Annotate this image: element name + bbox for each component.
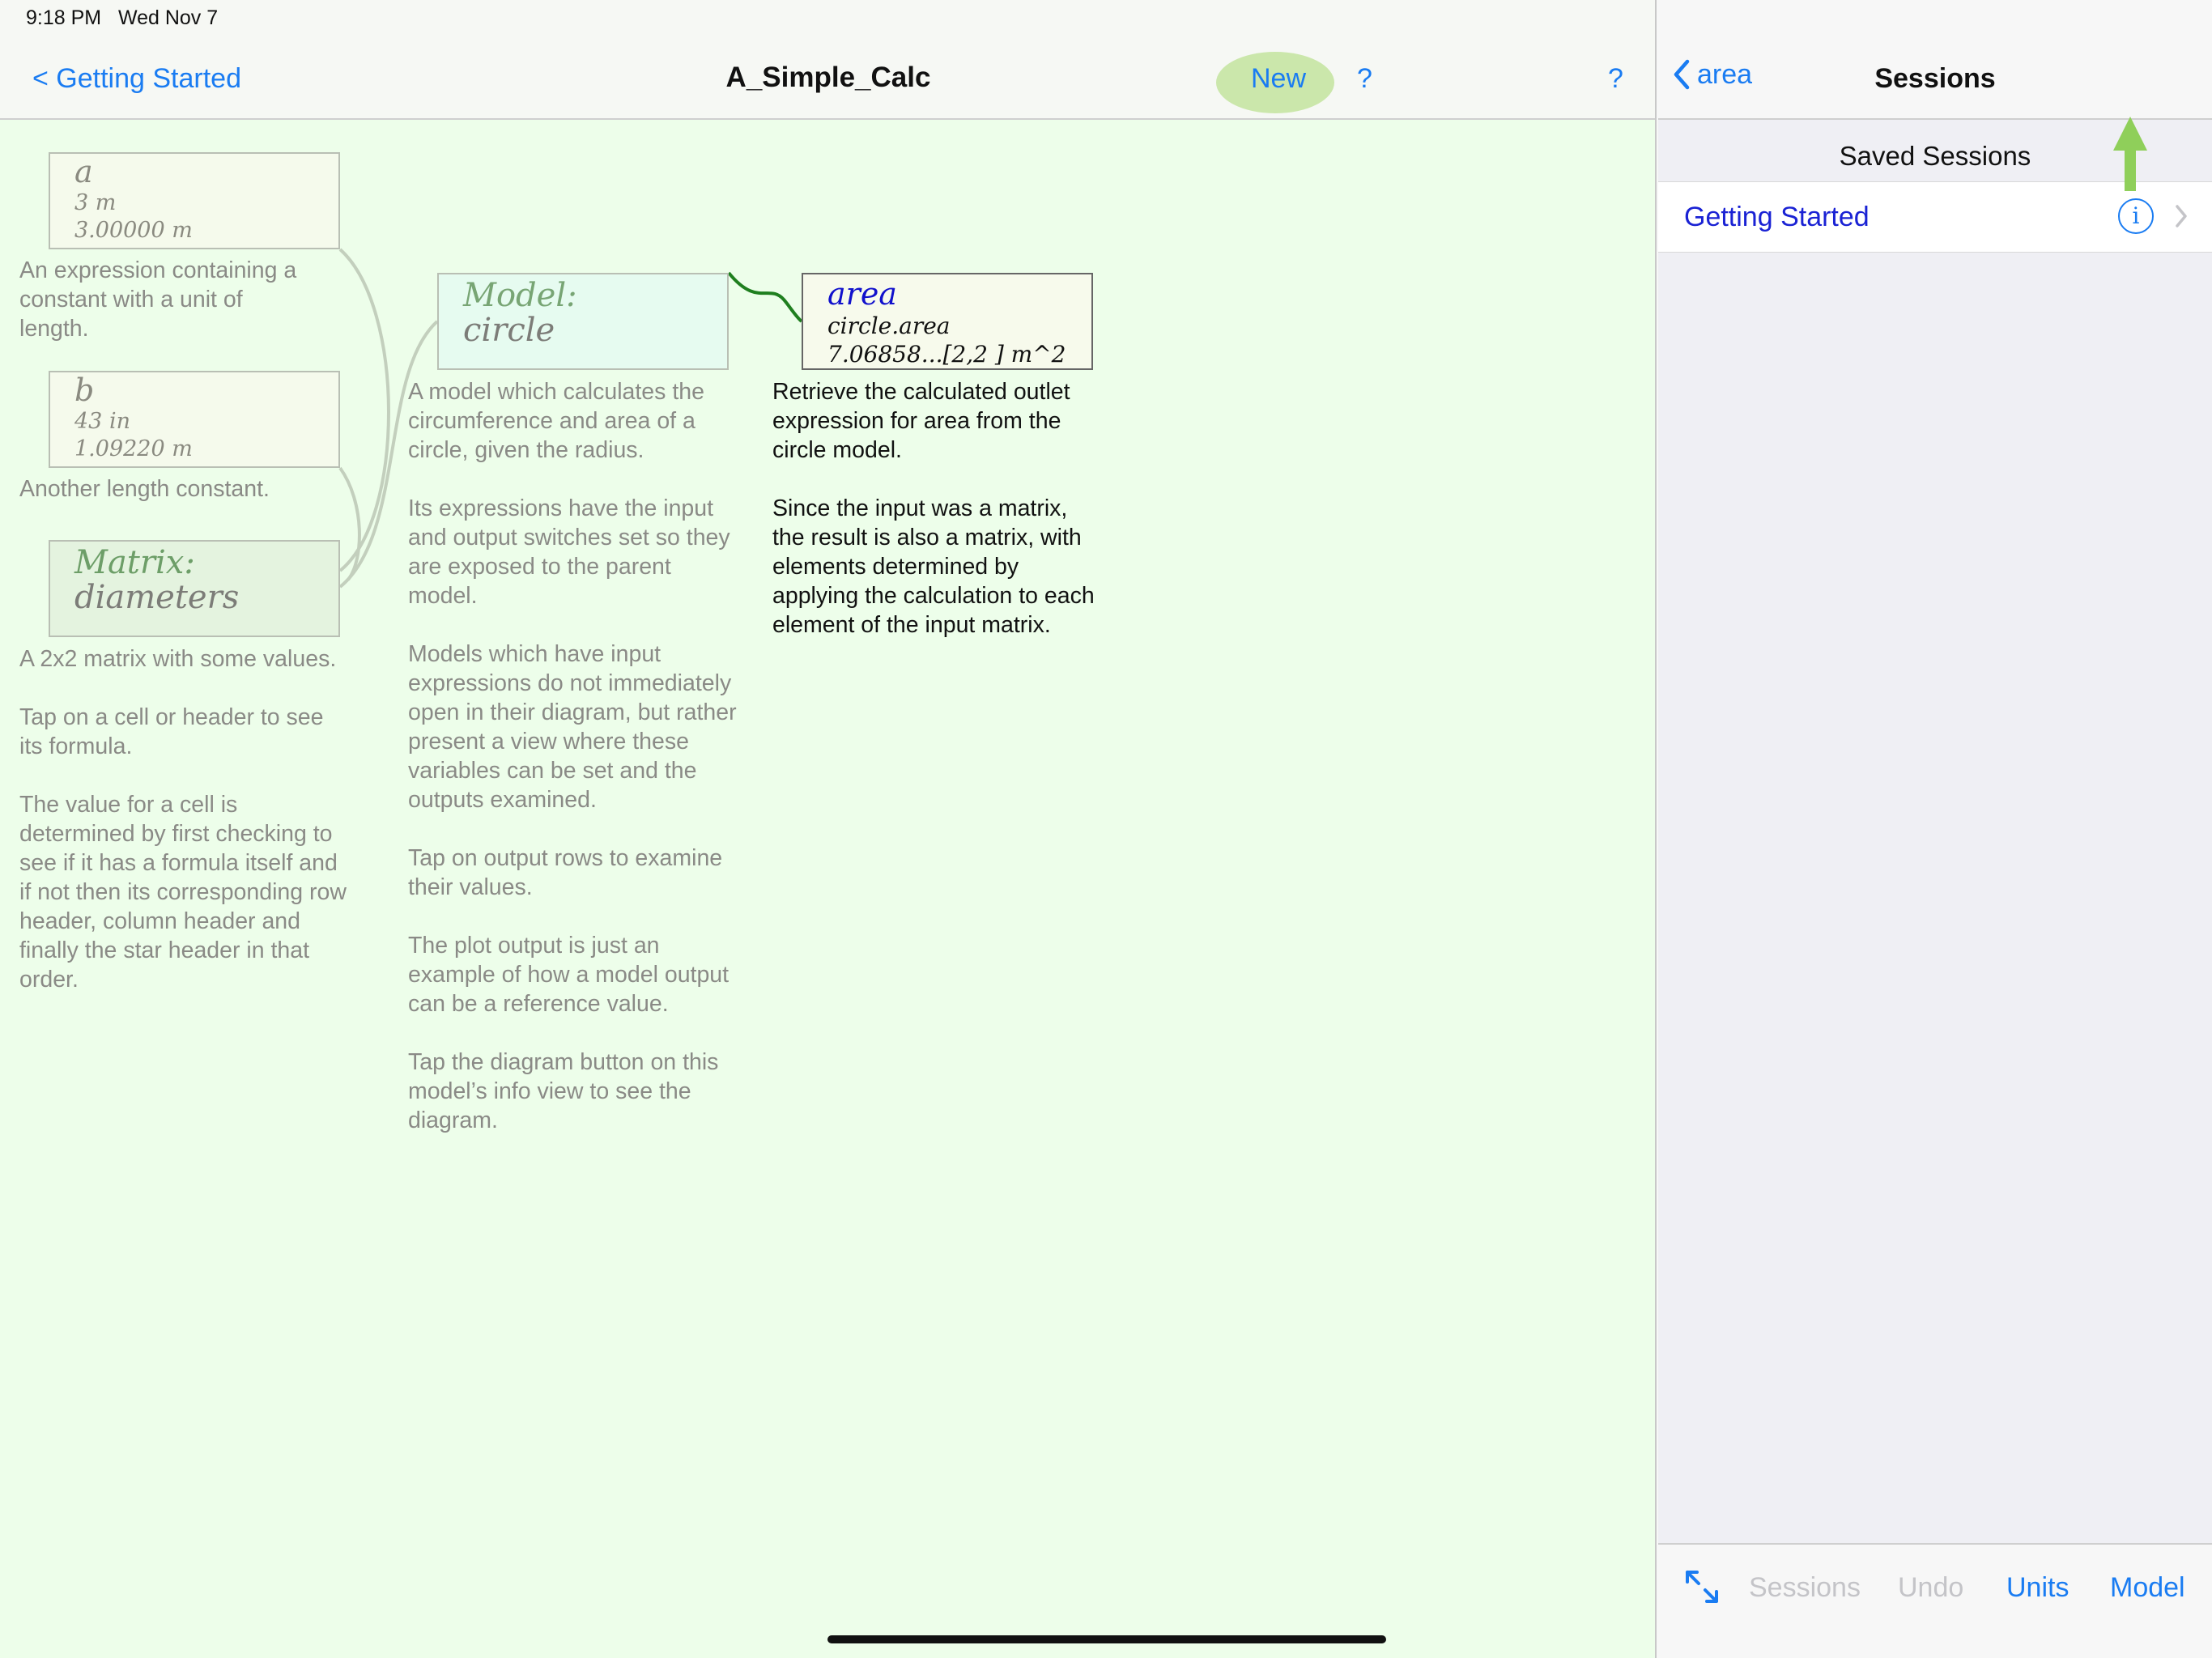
- bottom-toolbar: [1658, 1543, 2212, 1658]
- saved-sessions-header: Saved Sessions: [1839, 141, 2031, 171]
- node-b-formula: 43 in: [74, 408, 130, 434]
- node-a-description: An expression containing a constant with a unit of length.: [19, 257, 297, 342]
- status-bar-time: [26, 6, 218, 30]
- model-node-description: A model which calculates the circumference and area of a circle, given the radius. Its expressions have the input and output switches set so they are exposed to the parent model. Models which have input expressions do not immediately open in their diagram, but rather present a view where these variables can be set and the outputs examined. Tap on output rows to examine their values. The plot output is just an example of how a model output can be a reference value. Tap the diagram button on this model’s info view to see the diagram.: [408, 379, 737, 1133]
- node-a-value: 3.00000 m: [74, 217, 193, 243]
- toolbar-model-button[interactable]: Model: [2110, 1572, 2185, 1603]
- node-a-name: a: [74, 154, 93, 189]
- model-node-circle[interactable]: [437, 273, 729, 370]
- sessions-nav-bar: [1658, 0, 2212, 120]
- node-a-formula: 3 m: [74, 189, 117, 215]
- toolbar-undo-button[interactable]: Undo: [1898, 1572, 1964, 1603]
- node-b-description: Another length constant.: [19, 476, 270, 502]
- toolbar-units-button[interactable]: Units: [2006, 1572, 2069, 1603]
- expression-node-b[interactable]: [49, 371, 340, 468]
- model-node-kind: Model:: [463, 277, 577, 314]
- expand-icon[interactable]: [1682, 1567, 1721, 1606]
- matrix-node-name: diameters: [74, 579, 240, 616]
- expression-node-a[interactable]: [49, 152, 340, 249]
- back-to-getting-started-link[interactable]: < Getting Started: [32, 63, 241, 94]
- node-b-value: 1.09220 m: [74, 436, 193, 461]
- status-time: 9:18 PM: [26, 6, 102, 29]
- status-date: Wed Nov 7: [117, 6, 219, 29]
- node-area-name: area: [827, 276, 897, 312]
- node-area-value: 7.06858...[2,2 ] m^2: [827, 340, 1066, 368]
- sessions-title: Sessions: [1874, 63, 1996, 94]
- new-session-button[interactable]: New: [1251, 63, 1307, 94]
- tutorial-arrow-icon: [2112, 115, 2149, 193]
- model-node-name: circle: [463, 312, 555, 349]
- wire-model-to-area: [729, 273, 802, 321]
- wire-a-to-matrix: [340, 249, 389, 571]
- matrix-node-kind: Matrix:: [74, 544, 195, 581]
- back-button-label: area: [1697, 58, 1753, 90]
- home-indicator: [827, 1635, 1386, 1643]
- sessions-help-button[interactable]: ?: [1357, 63, 1372, 94]
- node-b-name: b: [74, 372, 95, 408]
- node-area-formula: circle.area: [827, 312, 951, 339]
- session-label: Getting Started: [1684, 202, 1870, 232]
- node-area-description: Retrieve the calculated outlet expression for area from the circle model. Since the input was a matrix, the result is also a matrix, with elements determined by applying the calculation to each element of the input matrix.: [772, 379, 1095, 638]
- document-title: A_Simple_Calc: [725, 62, 931, 93]
- matrix-node-diameters[interactable]: [49, 540, 340, 637]
- diagram-help-button[interactable]: ?: [1608, 63, 1623, 94]
- matrix-node-description: A 2x2 matrix with some values. Tap on a cell or header to see its formula. The value for a cell is determined by first checking to see if it has a formula itself and if not then its corresponding row header, column header and finally the star header in that order.: [19, 646, 347, 993]
- chevron-right-icon: [2173, 202, 2189, 231]
- sessions-pane: [1658, 0, 2212, 1658]
- expression-node-area[interactable]: [802, 273, 1093, 370]
- info-icon[interactable]: i: [2118, 198, 2154, 234]
- toolbar-sessions-button[interactable]: Sessions: [1749, 1572, 1861, 1603]
